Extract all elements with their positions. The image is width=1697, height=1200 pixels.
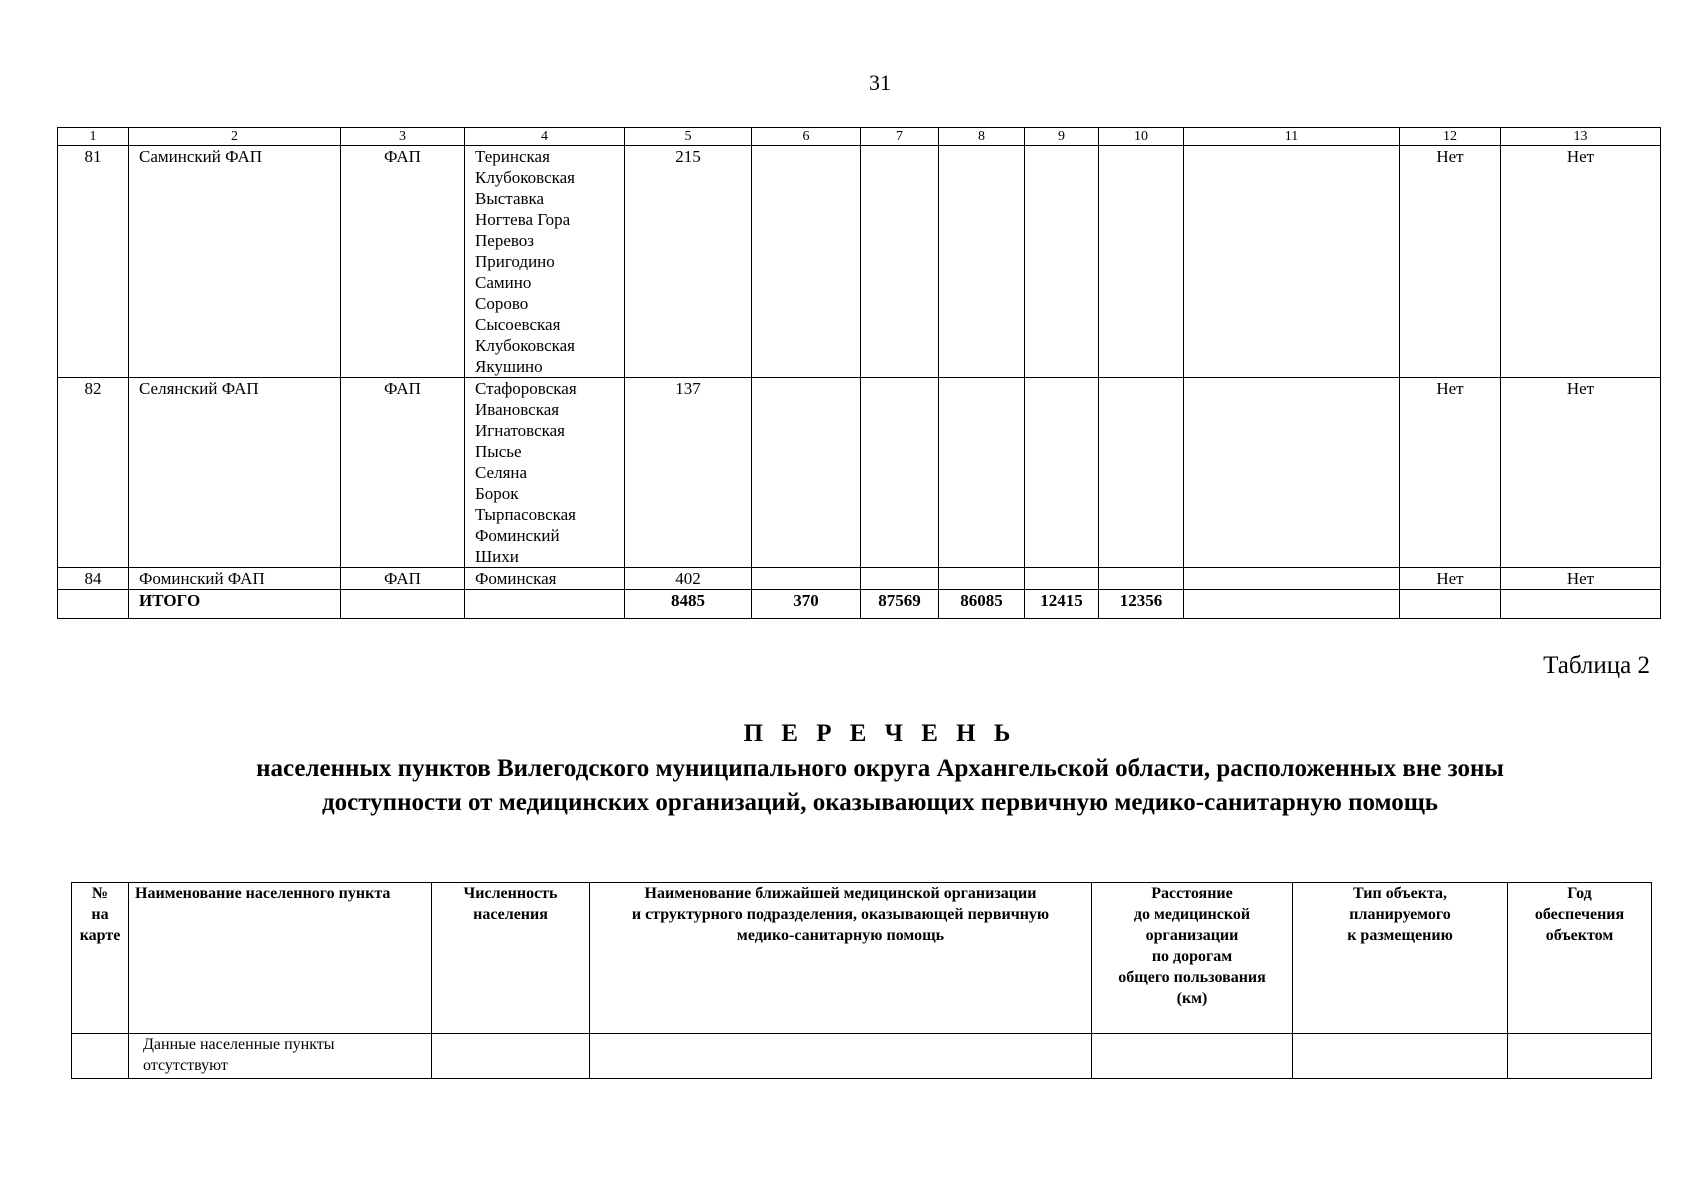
column-number: 4 <box>465 128 625 146</box>
population-value: 215 <box>625 146 752 378</box>
table-row <box>58 146 1661 378</box>
column-number: 13 <box>1501 128 1661 146</box>
empty-cell <box>1099 568 1184 590</box>
header-line: Расстояние <box>1151 885 1233 902</box>
population-value: 137 <box>625 378 752 568</box>
total-col6: 370 <box>752 590 861 619</box>
subtitle-line: доступности от медицинских организаций, оказывающих первичную медико-санитарную помощь <box>321 789 1439 816</box>
settlement: Стафоровская <box>475 379 577 398</box>
facility-name: Селянский ФАП <box>129 378 341 568</box>
header-line: объектом <box>1545 927 1614 944</box>
header-line: и структурного подразделения, оказывающей первичную <box>631 906 1050 923</box>
facility-type: ФАП <box>341 146 465 378</box>
page-number: 31 <box>869 70 891 95</box>
header-line: (км) <box>1176 990 1208 1007</box>
settlement: Якушино <box>475 357 543 376</box>
header-line: планируемого <box>1349 906 1451 923</box>
settlements-list <box>465 568 625 590</box>
header-line: медико-санитарную помощь <box>736 927 945 944</box>
empty-cell <box>58 590 129 619</box>
header-medical-org <box>590 883 1092 1034</box>
settlements-list <box>465 378 625 568</box>
col12-value: Нет <box>1400 378 1501 568</box>
table-row <box>58 568 1661 590</box>
header-line: Численность <box>463 885 558 902</box>
empty-cell <box>1184 146 1400 378</box>
header-line: Тип объекта, <box>1352 885 1447 902</box>
header-line: к размещению <box>1347 927 1453 944</box>
header-settlement-name <box>129 883 432 1034</box>
empty-cell <box>1184 590 1400 619</box>
settlements-table <box>57 127 1661 619</box>
empty-cell <box>939 146 1025 378</box>
empty-cell <box>861 568 939 590</box>
document-subtitle <box>0 752 1697 820</box>
document-title: П Е Р Е Ч Е Н Ь <box>743 720 1017 747</box>
no-data-line: Данные населенные пункты <box>143 1036 335 1053</box>
col13-value: Нет <box>1501 568 1661 590</box>
row-number: 84 <box>58 568 129 590</box>
empty-cell <box>1293 1034 1508 1079</box>
empty-cell <box>465 590 625 619</box>
column-number: 6 <box>752 128 861 146</box>
header-line: обеспечения <box>1534 906 1625 923</box>
settlement: Шихи <box>475 547 519 566</box>
col12-value: Нет <box>1400 568 1501 590</box>
empty-cell <box>1184 568 1400 590</box>
facility-type: ФАП <box>341 378 465 568</box>
empty-cell <box>861 146 939 378</box>
header-line: до медицинской <box>1133 906 1251 923</box>
empty-cell <box>1400 590 1501 619</box>
header-line: карте <box>79 927 121 944</box>
empty-cell <box>1508 1034 1652 1079</box>
col13-value: Нет <box>1501 378 1661 568</box>
empty-cell <box>1025 568 1099 590</box>
empty-cell <box>590 1034 1092 1079</box>
header-line: № <box>91 885 109 902</box>
subtitle-line: населенных пунктов Вилегодского муниципального округа Архангельской области, расположенных вне зоны <box>256 755 1504 782</box>
population-value: 402 <box>625 568 752 590</box>
header-line: Год <box>1567 885 1592 902</box>
total-col8: 86085 <box>939 590 1025 619</box>
total-col7: 87569 <box>861 590 939 619</box>
empty-cell <box>752 146 861 378</box>
settlement: Борок <box>475 484 519 503</box>
facility-name: Фоминский ФАП <box>129 568 341 590</box>
settlement: Фоминский <box>475 526 560 545</box>
total-label: ИТОГО <box>129 590 341 619</box>
settlement: Теринская <box>475 147 550 166</box>
settlement: Фоминская <box>475 569 557 588</box>
settlement: Пысье <box>475 442 522 461</box>
header-line: населения <box>473 906 548 923</box>
no-data-cell <box>129 1034 432 1079</box>
column-number: 3 <box>341 128 465 146</box>
empty-cell <box>1099 146 1184 378</box>
header-population <box>432 883 590 1034</box>
header-map-number <box>72 883 129 1034</box>
settlement: Сорово <box>475 294 529 313</box>
settlement: Игнатовская <box>475 421 565 440</box>
column-number: 8 <box>939 128 1025 146</box>
header-object-type <box>1293 883 1508 1034</box>
empty-cell <box>752 378 861 568</box>
table-label: Таблица 2 <box>1543 652 1650 679</box>
empty-cell <box>752 568 861 590</box>
header-row <box>72 883 1652 1034</box>
settlement: Тырпасовская <box>475 505 576 524</box>
empty-cell <box>1099 378 1184 568</box>
settlement: Выставка <box>475 189 545 208</box>
empty-cell <box>1025 146 1099 378</box>
outside-zone-table <box>71 882 1652 1079</box>
empty-cell <box>861 378 939 568</box>
column-number: 5 <box>625 128 752 146</box>
header-distance <box>1092 883 1293 1034</box>
settlement: Ивановская <box>475 400 560 419</box>
column-number: 1 <box>58 128 129 146</box>
empty-cell <box>1025 378 1099 568</box>
facility-name: Саминский ФАП <box>129 146 341 378</box>
row-number: 82 <box>58 378 129 568</box>
total-col5: 8485 <box>625 590 752 619</box>
table-row <box>72 1034 1652 1079</box>
column-number: 9 <box>1025 128 1099 146</box>
column-number: 12 <box>1400 128 1501 146</box>
empty-cell <box>1092 1034 1293 1079</box>
settlement: Перевоз <box>475 231 534 250</box>
settlement: Сысоевская <box>475 315 561 334</box>
empty-cell <box>341 590 465 619</box>
settlement: Пригодино <box>475 252 555 271</box>
row-number: 81 <box>58 146 129 378</box>
column-number: 2 <box>129 128 341 146</box>
header-year <box>1508 883 1652 1034</box>
empty-cell <box>939 568 1025 590</box>
empty-cell <box>939 378 1025 568</box>
settlement: Клубоковская <box>475 168 575 187</box>
header-line: Наименование населенного пункта <box>135 885 391 902</box>
header-line: организации <box>1145 927 1239 944</box>
settlement: Клубоковская <box>475 336 575 355</box>
facility-type: ФАП <box>341 568 465 590</box>
empty-cell <box>1184 378 1400 568</box>
empty-cell <box>432 1034 590 1079</box>
column-numbers-row <box>58 128 1661 146</box>
no-data-line: отсутствуют <box>143 1057 228 1074</box>
settlement: Селяна <box>475 463 528 482</box>
column-number: 11 <box>1184 128 1400 146</box>
header-line: по дорогам <box>1151 948 1233 965</box>
settlement: Ногтева Гора <box>475 210 571 229</box>
total-col10: 12356 <box>1099 590 1184 619</box>
total-col9: 12415 <box>1025 590 1099 619</box>
total-row <box>58 590 1661 619</box>
column-number: 7 <box>861 128 939 146</box>
settlements-list <box>465 146 625 378</box>
col12-value: Нет <box>1400 146 1501 378</box>
header-line: Наименование ближайшей медицинской организации <box>644 885 1037 902</box>
empty-cell <box>1501 590 1661 619</box>
column-number: 10 <box>1099 128 1184 146</box>
header-line: общего пользования <box>1118 969 1266 986</box>
settlement: Самино <box>475 273 532 292</box>
header-line: на <box>91 906 109 923</box>
table-row <box>58 378 1661 568</box>
col13-value: Нет <box>1501 146 1661 378</box>
empty-cell <box>72 1034 129 1079</box>
